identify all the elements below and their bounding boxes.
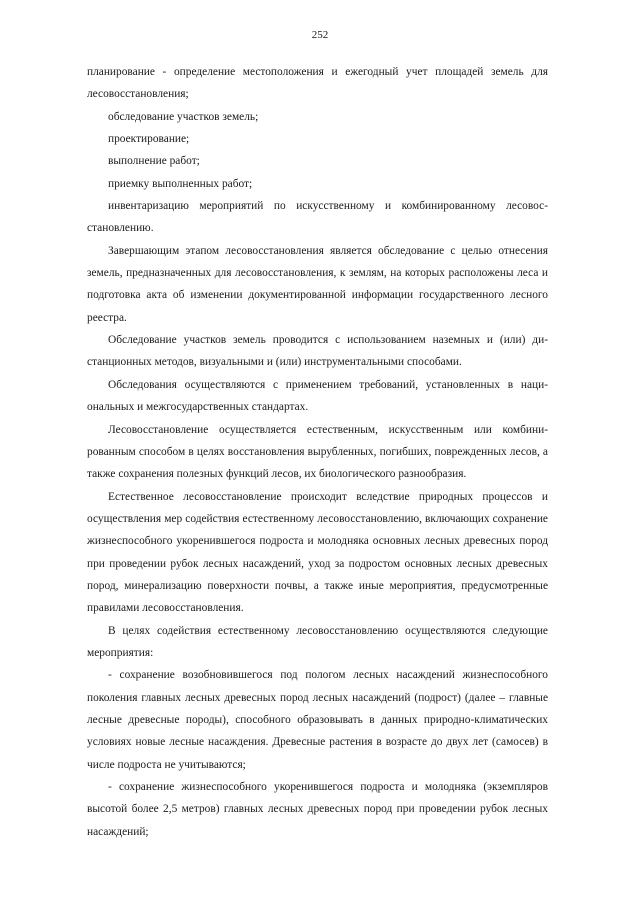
paragraph: Завершающим этапом лесовосстановления является обследование с целью отнесения земель, предназначенных для лесовосстановления, к землям, на которых расположены леса и подготовка акта об изменении документированной информации государственного лесного реестра. bbox=[87, 244, 548, 324]
document-body bbox=[87, 61, 548, 843]
paragraph: обследование участков земель; bbox=[108, 110, 259, 123]
paragraph: - сохранение возобновившегося под пологом лесных насаждений жизнеспособного поколения главных лесных древесных пород лесных насаждений (подрост) (далее – главные лесные древесные породы), способного образовывать в данных природно-климатических условиях новые лесные насаждения. Древесные растения в возрасте до двух лет (самосев) в числе подроста не учитываются; bbox=[87, 669, 548, 771]
paragraph: В целях содействия естественному лесовосстановлению осуществляются следующие мероприятия: bbox=[87, 624, 548, 659]
paragraph: Лесовосстановление осуществляется естественным, искусственным или комбинированным способом в целях восстановления вырубленных, погибших, поврежденных лесов, а также сохранения полезных функций лесов, их биологического разнообразия. bbox=[87, 423, 548, 481]
paragraph: Обследование участков земель проводится с использованием наземных и (или) дистанционных методов, визуальными и (или) инструментальными способами. bbox=[87, 334, 548, 369]
paragraph: Естественное лесовосстановление происходит вследствие природных процессов и осуществления мер содействия естественному лесовосстановлению, включающих сохранение жизнеспособного укоренившегося подроста и молодняка основных лесных древесных пород при проведении рубок лесных насаждений, уход за подростом основных лесных древесных пород, минерализацию поверхности почвы, а также иные мероприятия, предусмотренные правилами лесовосстановления. bbox=[87, 490, 548, 615]
paragraph: - сохранение жизнеспособного укоренившегося подроста и молодняка (экземпляров высотой более 2,5 метров) главных лесных древесных пород при проведении рубок лесных насаждений; bbox=[87, 781, 548, 838]
paragraph: планирование - определение местоположения и ежегодный учет площадей земель для лесовосстановления; bbox=[87, 66, 548, 101]
paragraph: Обследования осуществляются с применением требований, установленных в национальных и межгосударственных стандартах. bbox=[87, 378, 548, 414]
page-number: 252 bbox=[311, 29, 329, 41]
paragraph: проектирование; bbox=[108, 133, 190, 146]
paragraph: приемку выполненных работ; bbox=[108, 177, 253, 190]
paragraph: выполнение работ; bbox=[108, 155, 200, 168]
paragraph: инвентаризацию мероприятий по искусственному и комбинированному лесовосстановлению. bbox=[87, 200, 548, 235]
